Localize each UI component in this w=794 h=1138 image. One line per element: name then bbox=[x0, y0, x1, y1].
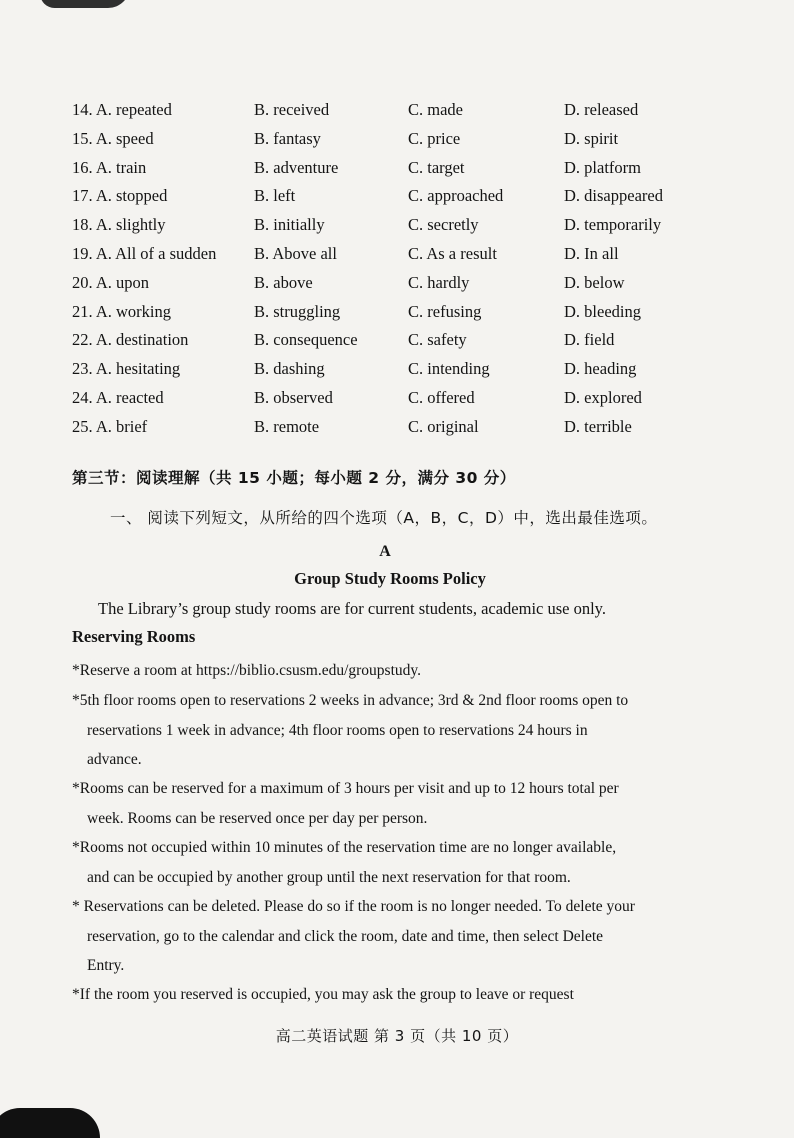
option-row bbox=[72, 326, 742, 355]
option-row bbox=[72, 413, 742, 442]
option-d: D. below bbox=[564, 272, 625, 292]
rule-item bbox=[72, 686, 722, 775]
option-row bbox=[72, 355, 742, 384]
option-b: B. received bbox=[254, 100, 330, 119]
rule-line: and can be occupied by another group until the next reservation for that room. bbox=[87, 868, 571, 886]
option-d: D. heading bbox=[564, 359, 637, 379]
option-b: B. above bbox=[254, 272, 313, 292]
option-b: B. observed bbox=[254, 387, 333, 407]
option-c: C. offered bbox=[408, 387, 475, 407]
option-a: 21. A. working bbox=[72, 301, 171, 321]
rule-item bbox=[72, 656, 722, 686]
option-a: 23. A. hesitating bbox=[72, 359, 181, 379]
option-c: C. safety bbox=[408, 330, 467, 350]
option-b: B. left bbox=[254, 186, 296, 206]
option-c: C. hardly bbox=[408, 272, 470, 292]
passage-letter: A bbox=[379, 543, 391, 560]
option-a: 15. A. speed bbox=[72, 128, 154, 148]
option-c: C. made bbox=[408, 100, 463, 119]
option-a: 18. A. slightly bbox=[72, 215, 166, 235]
option-a: 22. A. destination bbox=[72, 330, 189, 350]
option-d: D. field bbox=[564, 330, 615, 350]
scan-shadow-top bbox=[40, 0, 130, 8]
option-a: 17. A. stopped bbox=[72, 186, 168, 206]
option-row bbox=[72, 269, 742, 298]
option-c: C. target bbox=[408, 157, 465, 177]
option-row bbox=[72, 96, 742, 125]
option-row bbox=[72, 298, 742, 327]
option-row bbox=[72, 384, 742, 413]
option-b: B. adventure bbox=[254, 157, 339, 177]
option-d: D. In all bbox=[564, 243, 619, 263]
scan-shadow-bottom bbox=[0, 1108, 100, 1138]
option-row bbox=[72, 154, 742, 183]
option-c: C. original bbox=[408, 416, 479, 436]
option-a: 19. A. All of a sudden bbox=[72, 243, 217, 263]
option-row bbox=[72, 211, 742, 240]
option-b: B. initially bbox=[254, 215, 325, 235]
page-footer: 高二英语试题 第 3 页（共 10 页） bbox=[275, 1027, 519, 1045]
option-c: C. intending bbox=[408, 359, 490, 379]
rule-line: *Reserve a room at https://biblio.csusm.edu/groupstudy. bbox=[72, 662, 421, 679]
option-d: D. terrible bbox=[564, 416, 632, 436]
option-a: 20. A. upon bbox=[72, 272, 150, 292]
option-c: C. price bbox=[408, 128, 461, 148]
rule-line: *Rooms not occupied within 10 minutes of the reservation time are no longer available, bbox=[72, 839, 617, 856]
option-d: D. explored bbox=[564, 387, 642, 407]
option-a: 14. A. repeated bbox=[72, 100, 172, 119]
passage-title: Group Study Rooms Policy bbox=[294, 569, 486, 588]
rule-line: * Reservations can be deleted. Please do so if the room is no longer needed. To delete your bbox=[72, 898, 635, 915]
option-d: D. disappeared bbox=[564, 186, 663, 206]
option-b: B. struggling bbox=[254, 301, 341, 321]
rule-line: *Rooms can be reserved for a maximum of 3 hours per visit and up to 12 hours total per bbox=[72, 780, 619, 797]
option-b: B. remote bbox=[254, 416, 320, 436]
rule-line: week. Rooms can be reserved once per day per person. bbox=[87, 809, 428, 827]
option-a: 24. A. reacted bbox=[72, 387, 164, 407]
rule-item bbox=[72, 892, 722, 981]
passage-subheading: Reserving Rooms bbox=[72, 627, 196, 646]
rule-item bbox=[72, 774, 722, 833]
option-d: D. released bbox=[564, 100, 639, 119]
option-b: B. dashing bbox=[254, 359, 325, 379]
option-row bbox=[72, 182, 742, 211]
rule-line: *If the room you reserved is occupied, you may ask the group to leave or request bbox=[72, 986, 574, 1003]
option-b: B. consequence bbox=[254, 330, 358, 350]
rule-item bbox=[72, 833, 722, 892]
option-b: B. Above all bbox=[254, 243, 337, 263]
rule-line: reservations 1 week in advance; 4th floor rooms open to reservations 24 hours in bbox=[87, 721, 588, 739]
option-d: D. platform bbox=[564, 157, 641, 177]
rule-line: reservation, go to the calendar and click the room, date and time, then select Delete bbox=[87, 927, 604, 945]
option-row bbox=[72, 125, 742, 154]
option-d: D. spirit bbox=[564, 128, 619, 148]
option-c: C. secretly bbox=[408, 215, 479, 235]
option-row bbox=[72, 240, 742, 269]
option-d: D. temporarily bbox=[564, 215, 662, 235]
rule-item bbox=[72, 980, 722, 1010]
answer-options-table bbox=[72, 96, 742, 442]
option-c: C. As a result bbox=[408, 243, 497, 263]
section-heading: 第三节：阅读理解（共 15 小题；每小题 2 分，满分 30 分） bbox=[72, 469, 516, 487]
option-a: 25. A. brief bbox=[72, 416, 148, 436]
rule-line: *5th floor rooms open to reservations 2 weeks in advance; 3rd & 2nd floor rooms open to bbox=[72, 692, 629, 709]
option-c: C. refusing bbox=[408, 301, 482, 321]
option-c: C. approached bbox=[408, 186, 504, 206]
passage-intro: The Library’s group study rooms are for current students, academic use only. bbox=[98, 599, 606, 618]
option-d: D. bleeding bbox=[564, 301, 641, 321]
rule-line: advance. bbox=[87, 751, 142, 768]
option-b: B. fantasy bbox=[254, 128, 321, 148]
section-instruction: 一、 阅读下列短文，从所给的四个选项（A，B，C，D）中，选出最佳选项。 bbox=[110, 509, 658, 527]
rule-line: Entry. bbox=[87, 957, 125, 974]
option-a: 16. A. train bbox=[72, 157, 147, 177]
